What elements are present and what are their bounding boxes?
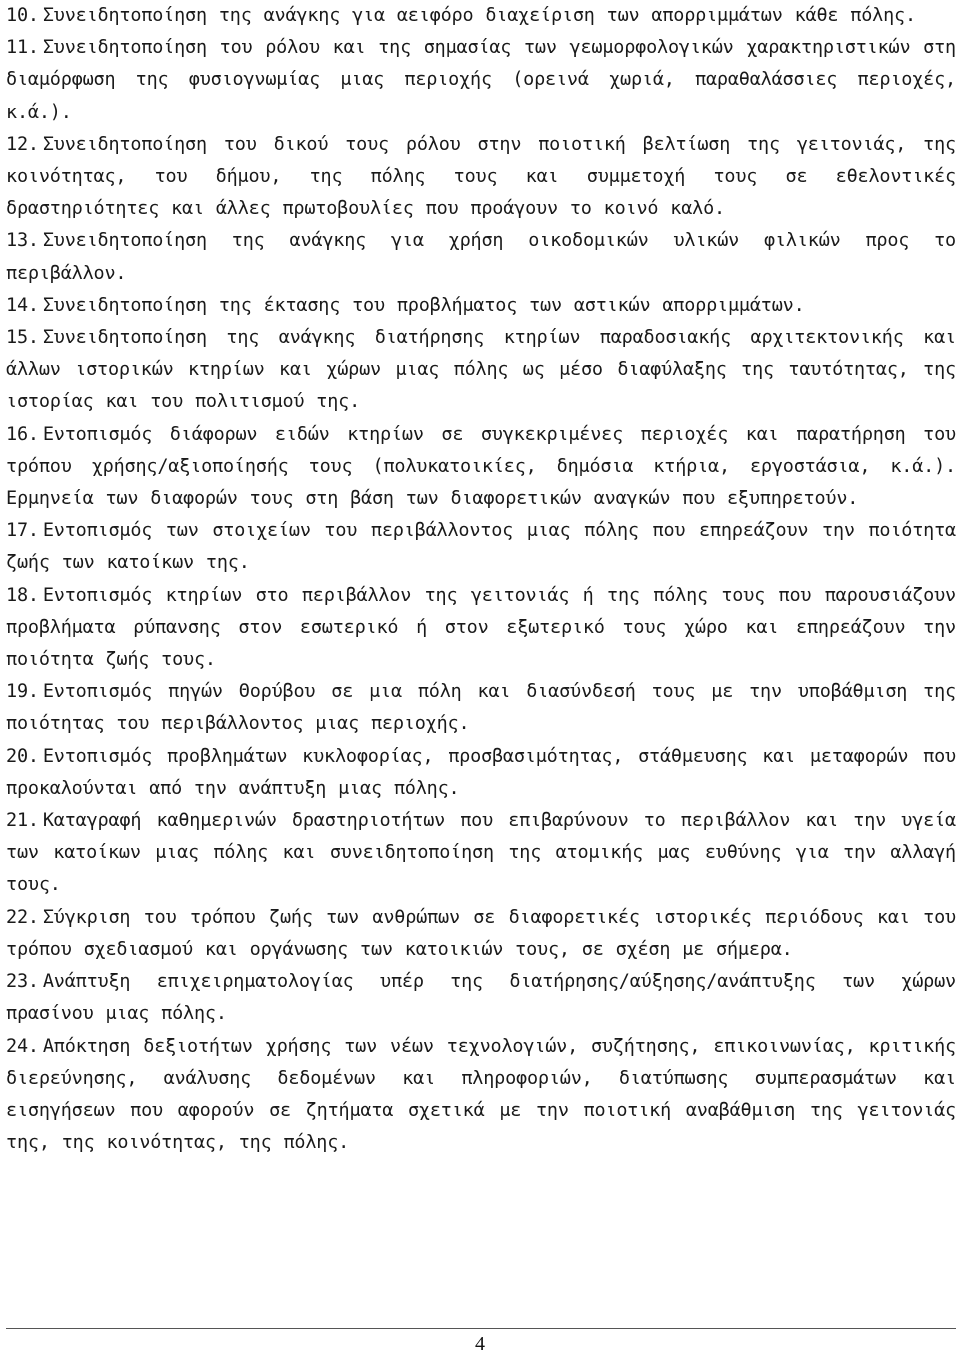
item-text: Σύγκριση του τρόπου ζωής των ανθρώπων σε διαφορετικές ιστορικές περιόδους και του τρόπου σχεδιασμού και οργάνωσης των κατοικιών τους, σε σχέση με σήμερα. (6, 906, 956, 960)
item-text: Απόκτηση δεξιοτήτων χρήσης των νέων τεχνολογιών, συζήτησης, επικοινωνίας, κριτικής διερεύνησης, ανάλυσης δεδομένων και πληροφοριών, διατύπωσης συμπερασμάτων και εισηγήσεων που αφορούν σε ζητήματα σχετικά με την ποιοτική αναβάθμιση της γειτονιάς της, της κοινότητας, της πόλης. (6, 1035, 956, 1154)
list-item (6, 902, 956, 966)
item-number: 10. (6, 5, 39, 26)
list-item (6, 741, 956, 805)
item-text: Συνειδητοποίηση της ανάγκης διατήρησης κτηρίων παραδοσιακής αρχιτεκτονικής και άλλων ιστορικών κτηρίων και χώρων μιας πόλης ως μέσο διαφύλαξης της ταυτότητας, της ιστορίας και του πολιτισμού της. (6, 327, 956, 413)
list-item (6, 805, 956, 902)
item-number: 24. (6, 1035, 39, 1057)
list-item (6, 225, 956, 289)
list-item (6, 32, 956, 129)
item-text: Εντοπισμός των στοιχείων του περιβάλλοντος μιας πόλης που επηρεάζουν την ποιότητα ζωής των κατοίκων της. (6, 520, 956, 574)
item-number: 12. (6, 133, 39, 155)
list-item (6, 290, 956, 322)
item-number: 14. (6, 294, 39, 316)
item-number: 23. (6, 971, 39, 993)
objectives-list (6, 0, 956, 1159)
item-number: 11. (6, 37, 39, 59)
item-text: Ανάπτυξη επιχειρηματολογίας υπέρ της διατήρησης/αύξησης/ανάπτυξης των χώρων πρασίνου μιας πόλης. (6, 971, 956, 1025)
item-number: 15. (6, 327, 39, 349)
item-number: 18. (6, 584, 39, 606)
item-text: Εντοπισμός κτηρίων στο περιβάλλον της γειτονιάς ή της πόλης τους που παρουσιάζουν προβλήματα ρύπανσης στον εσωτερικό ή στον εξωτερικό τους χώρο και επηρεάζουν την ποιότητα ζωής τους. (6, 584, 956, 671)
item-number: 13. (6, 230, 39, 252)
item-text: Συνειδητοποίηση της έκτασης του προβλήματος των αστικών απορριμμάτων. (42, 294, 805, 316)
list-item (6, 1031, 956, 1160)
list-item (6, 966, 956, 1030)
item-text: Συνειδητοποίηση του δικού τους ρόλου στην ποιοτική βελτίωση της γειτονιάς, της κοινότητας, του δήμου, της πόλης τους και συμμετοχή τους σε εθελοντικές δραστηριότητες και άλλες πρωτοβουλίες που προάγουν το κοινό καλό. (6, 133, 956, 220)
item-text: Συνειδητοποίηση της ανάγκης για χρήση οικοδομικών υλικών φιλικών προς το περιβάλλον. (6, 230, 956, 284)
item-text: Συνειδητοποίηση της ανάγκης για αειφόρο διαχείριση των απορριμμάτων κάθε πόλης. (42, 5, 916, 26)
list-item (6, 129, 956, 226)
item-text: Εντοπισμός διάφορων ειδών κτηρίων σε συγκεκριμένες περιοχές και παρατήρηση του τρόπου χρήσης/αξιοποίησής τους (πολυκατοικίες, δημόσια κτήρια, εργοστάσια, κ.ά.). Ερμηνεία των διαφορών τους στη βάση των διαφορετικών αναγκών που εξυπηρετούν. (6, 423, 956, 510)
item-text: Συνειδητοποίηση του ρόλου και της σημασίας των γεωμορφολογικών χαρακτηριστικών στη διαμόρφωση της φυσιογνωμίας μιας περιοχής (ορεινά χωριά, παραθαλάσσιες περιοχές, κ.ά.). (6, 37, 956, 123)
list-item (6, 515, 956, 579)
item-text: Καταγραφή καθημερινών δραστηριοτήτων που επιβαρύνουν το περιβάλλον και την υγεία των κατοίκων μιας πόλης και συνειδητοποίηση της ατομικής μας ευθύνης για την αλλαγή τους. (6, 810, 956, 896)
page-number: 4 (475, 1333, 485, 1355)
item-number: 22. (6, 906, 39, 928)
list-item (6, 676, 956, 740)
item-text: Εντοπισμός προβλημάτων κυκλοφορίας, προσβασιμότητας, στάθμευσης και μεταφορών που προκαλούνται από την ανάπτυξη μιας πόλης. (6, 745, 956, 799)
item-number: 19. (6, 681, 39, 703)
list-item (6, 322, 956, 419)
item-number: 17. (6, 520, 39, 542)
list-item (6, 580, 956, 677)
footer-divider (6, 1328, 956, 1329)
item-text: Εντοπισμός πηγών Θορύβου σε μια πόλη και διασύνδεσή τους με την υποβάθμιση της ποιότητας του περιβάλλοντος μιας περιοχής. (6, 681, 956, 735)
item-number: 21. (6, 810, 39, 832)
item-number: 16. (6, 423, 39, 445)
item-number: 20. (6, 745, 39, 767)
list-item (6, 0, 956, 32)
list-item (6, 419, 956, 516)
